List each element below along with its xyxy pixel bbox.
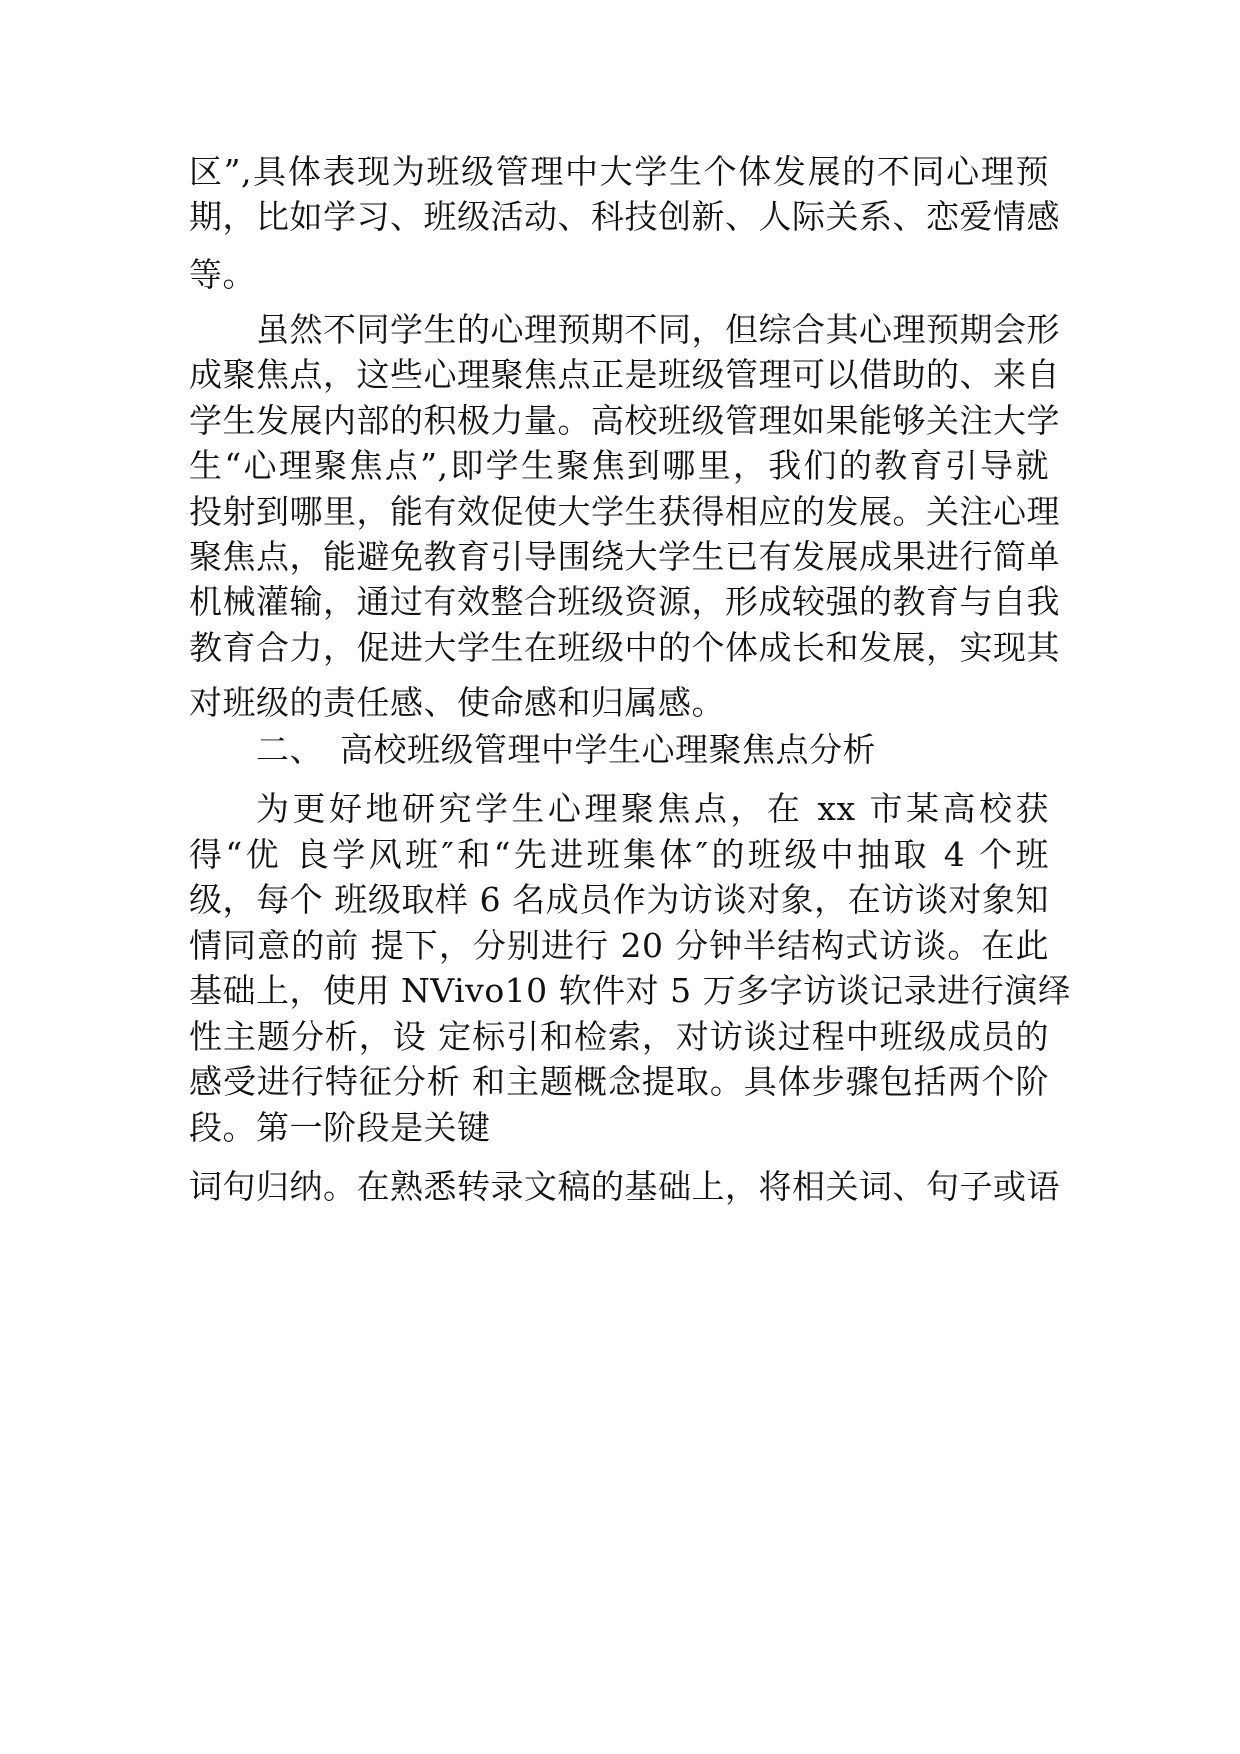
para2-line-3: 学生发展内部的积极力量。高校班级管理如果能够关注大学 — [189, 401, 1060, 440]
para1-line-1: 区”,具体表现为班级管理中大学生个体发展的不同心理预 — [189, 152, 1049, 191]
para1-line-3: 等。 — [189, 255, 256, 294]
para4-line-1: 词句归纳。在熟悉转录文稿的基础上，将相关词、句子或语 — [189, 1167, 1060, 1206]
para2-line-5: 投射到哪里，能有效促使大学生获得相应的发展。关注心理 — [189, 492, 1060, 531]
section-heading — [256, 730, 876, 770]
para1-line-2: 期，比如学习、班级活动、科技创新、人际关系、恋爱情感 — [189, 197, 1060, 236]
section-heading-title: 高校班级管理中学生心理聚焦点分析 — [340, 730, 876, 769]
para2-line-2: 成聚焦点，这些心理聚焦点正是班级管理可以借助的、来自 — [189, 355, 1060, 394]
para2-line-9: 对班级的责任感、使命感和归属感。 — [189, 683, 725, 722]
para3-line-3: 级，每个 班级取样 6 名成员作为访谈对象，在访谈对象知 — [189, 880, 1049, 919]
para3-line-8: 段。第一阶段是关键 — [189, 1108, 491, 1147]
para2-line-6: 聚焦点，能避免教育引导围绕大学生已有发展成果进行简单 — [189, 537, 1060, 576]
para3-line-1: 为更好地研究学生心理聚焦点，在 xx 市某高校获 — [256, 789, 1049, 828]
para2-line-8: 教育合力，促进大学生在班级中的个体成长和发展，实现其 — [189, 628, 1060, 667]
para2-line-1: 虽然不同学生的心理预期不同，但综合其心理预期会形 — [256, 310, 1060, 349]
para3-line-2: 得“优 良学风班″和“先进班集体″的班级中抽取 4 个班 — [189, 835, 1049, 874]
para3-line-6: 性主题分析，设 定标引和检索，对访谈过程中班级成员的 — [189, 1017, 1049, 1056]
para2-line-4: 生“心理聚焦点”,即学生聚焦到哪里，我们的教育引导就 — [189, 446, 1049, 485]
para3-line-4: 情同意的前 提下，分别进行 20 分钟半结构式访谈。在此 — [189, 926, 1049, 965]
para3-line-5: 基础上，使用 NVivo10 软件对 5 万多字访谈记录进行演绎 — [189, 971, 1072, 1010]
section-heading-number: 二、 — [256, 730, 323, 769]
para3-line-7: 感受进行特征分析 和主题概念提取。具体步骤包括两个阶 — [189, 1062, 1049, 1101]
para2-line-7: 机械灌输，通过有效整合班级资源，形成较强的教育与自我 — [189, 582, 1060, 621]
